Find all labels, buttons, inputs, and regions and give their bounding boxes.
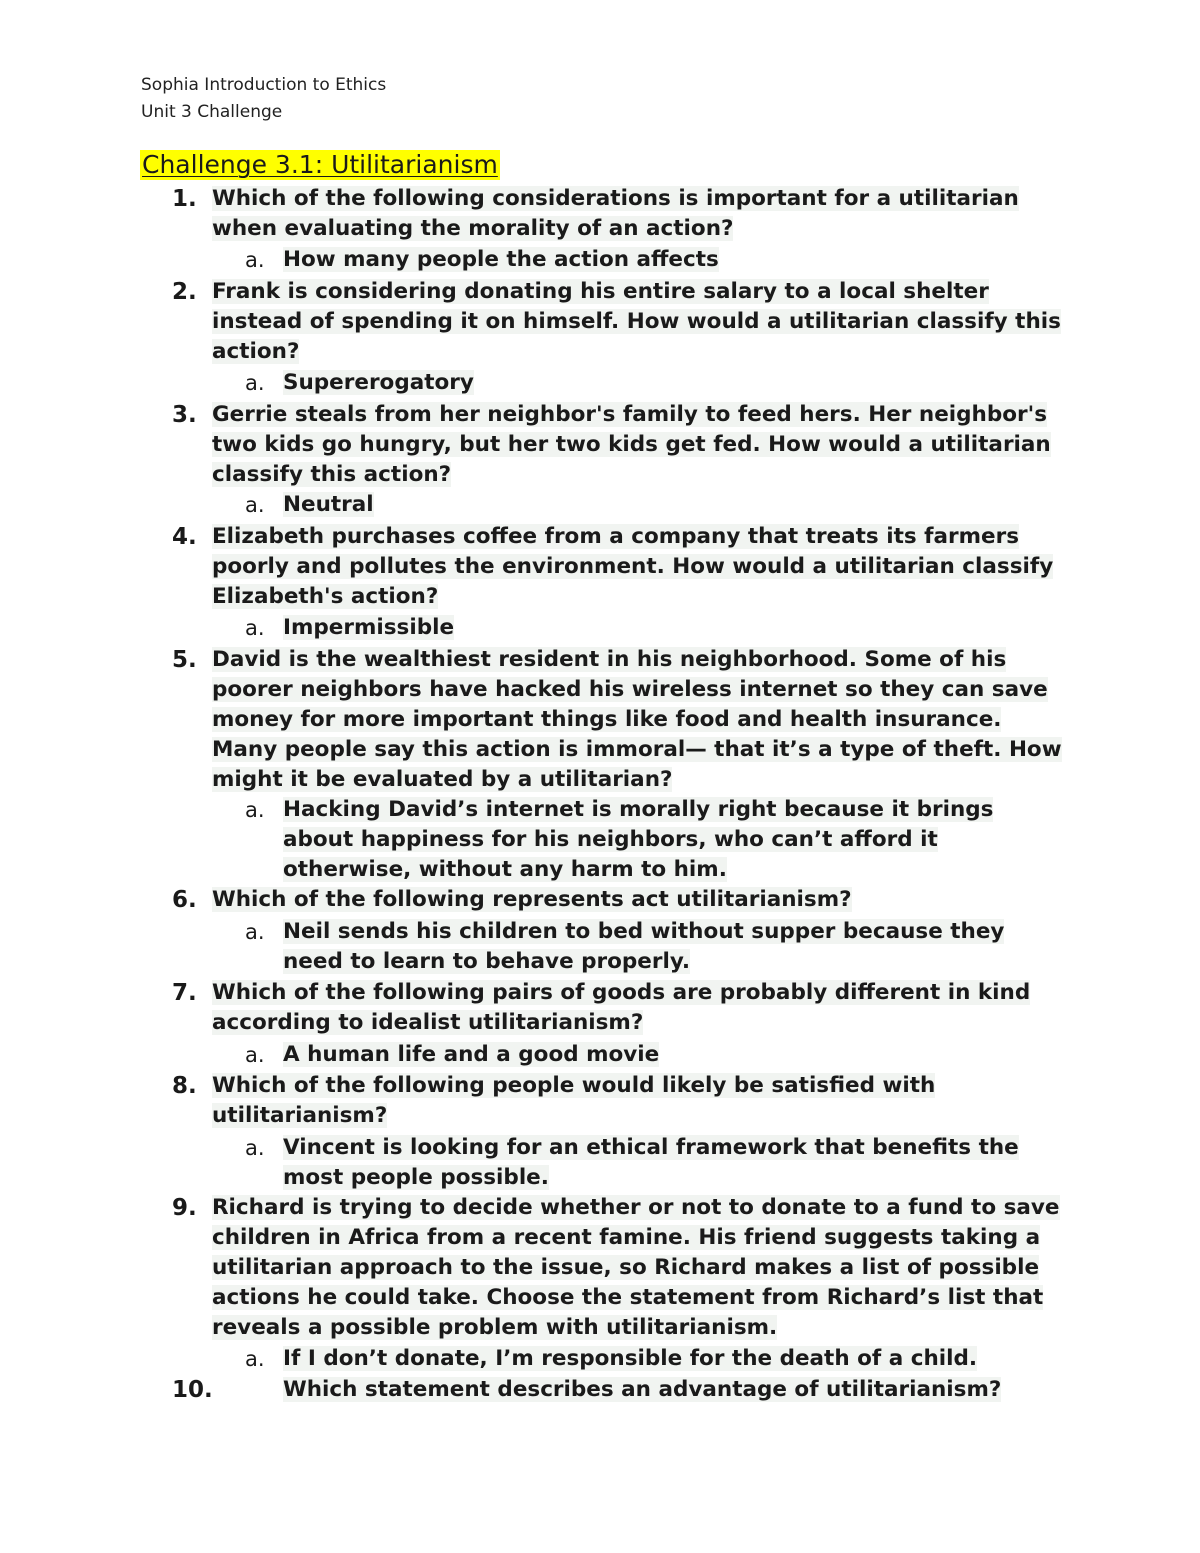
question-text: David is the wealthiest resident in his neighborhood. Some of his poorer neighbors have hacked his wireless internet so they can save money for more important things like food and health insurance. Many people say this action is immoral— that it’s a type of theft. How might it be evaluated by a utilitarian? [212, 647, 1062, 792]
question-number: 4. [172, 524, 197, 550]
answer-8 [245, 1133, 1035, 1193]
question-text: Richard is trying to decide whether or not to donate to a fund to save children in Africa from a recent famine. His friend suggests taking a utilitarian approach to the issue, so Richard makes a list of possible actions he could take. Choose the statement from Richard’s list that reveals a possible problem with utilitarianism. [212, 1195, 1060, 1340]
answer-text: How many people the action affects [283, 247, 719, 272]
question-number: 9. [172, 1195, 197, 1221]
answer-text: A human life and a good movie [283, 1042, 660, 1067]
answer-letter: a. [245, 920, 265, 944]
question-10 [172, 1375, 1072, 1405]
question-1 [172, 184, 1072, 244]
question-number: 3. [172, 402, 197, 428]
question-number: 5. [172, 647, 197, 673]
question-number: 6. [172, 887, 197, 913]
answer-1 [245, 245, 1035, 275]
answer-letter: a. [245, 798, 265, 822]
answer-letter: a. [245, 1347, 265, 1371]
answer-6 [245, 917, 1035, 977]
question-2 [172, 277, 1072, 367]
question-6 [172, 885, 1072, 915]
answer-letter: a. [245, 371, 265, 395]
question-text: Which of the following considerations is important for a utilitarian when evaluating the morality of an action? [212, 186, 1019, 241]
question-9 [172, 1193, 1072, 1343]
answer-letter: a. [245, 248, 265, 272]
question-text: Which of the following people would likely be satisfied with utilitarianism? [212, 1073, 936, 1128]
answer-letter: a. [245, 1043, 265, 1067]
question-4 [172, 522, 1072, 612]
answer-text: Supererogatory [283, 370, 474, 395]
question-5 [172, 645, 1072, 795]
answer-9 [245, 1344, 1035, 1374]
question-7 [172, 978, 1072, 1038]
question-number: 1. [172, 186, 197, 212]
question-number: 10. [172, 1377, 213, 1403]
question-3 [172, 400, 1072, 490]
answer-letter: a. [245, 616, 265, 640]
question-number: 8. [172, 1073, 197, 1099]
question-text: Which of the following pairs of goods are probably different in kind according to idealist utilitarianism? [212, 980, 1031, 1035]
question-number: 2. [172, 279, 197, 305]
answer-text: Impermissible [283, 615, 455, 640]
answer-4 [245, 613, 1035, 643]
answer-text: Neutral [283, 492, 374, 517]
answer-text: If I don’t donate, I’m responsible for the death of a child. [283, 1346, 978, 1371]
answer-letter: a. [245, 1136, 265, 1160]
question-text: Elizabeth purchases coffee from a company that treats its farmers poorly and pollutes the environment. How would a utilitarian classify Elizabeth's action? [212, 524, 1054, 609]
answer-2 [245, 368, 1035, 398]
question-number: 7. [172, 980, 197, 1006]
question-text: Frank is considering donating his entire salary to a local shelter instead of spending it on himself. How would a utilitarian classify this action? [212, 279, 1061, 364]
question-8 [172, 1071, 1072, 1131]
answer-text: Vincent is looking for an ethical framework that benefits the most people possible. [283, 1135, 1019, 1190]
question-text: Which of the following represents act utilitarianism? [212, 887, 852, 912]
question-text: Which statement describes an advantage of utilitarianism? [283, 1377, 1002, 1402]
course-name: Sophia Introduction to Ethics [141, 75, 387, 95]
question-text: Gerrie steals from her neighbor's family to feed hers. Her neighbor's two kids go hungry, but her two kids get fed. How would a utilitarian classify this action? [212, 402, 1051, 487]
answer-5 [245, 795, 1035, 885]
answer-text: Neil sends his children to bed without supper because they need to learn to behave properly. [283, 919, 1005, 974]
answer-text: Hacking David’s internet is morally right because it brings about happiness for his neighbors, who can’t afford it otherwise, without any harm to him. [283, 797, 994, 882]
answer-3 [245, 490, 1035, 520]
unit-label: Unit 3 Challenge [141, 102, 283, 122]
page-title: Challenge 3.1: Utilitarianism [142, 150, 498, 179]
answer-letter: a. [245, 493, 265, 517]
answer-7 [245, 1040, 1035, 1070]
